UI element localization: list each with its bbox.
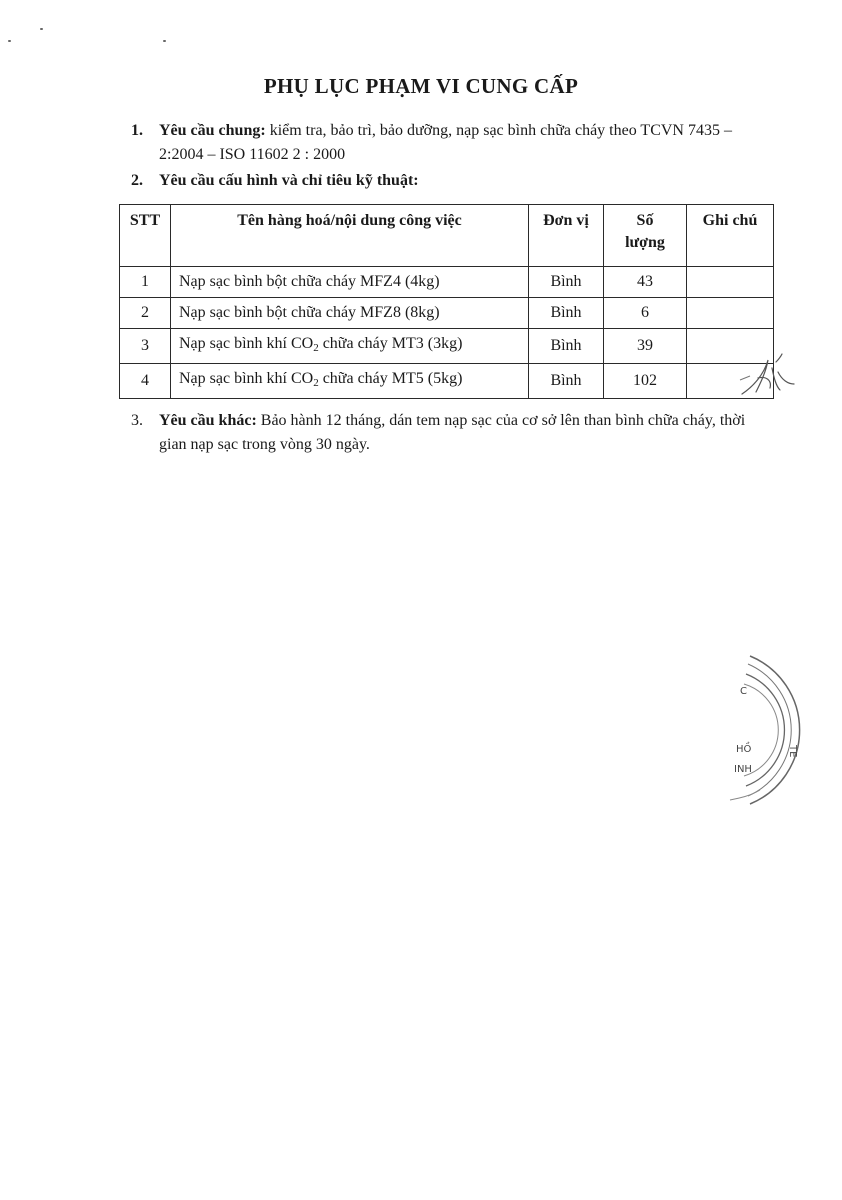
header-quantity-line1: Số [636,212,654,229]
stamp-seal [700,650,810,810]
table-row [120,267,774,298]
cell-stt: 2 [120,298,171,329]
cell-unit: Bình [529,267,604,298]
requirement-number: 3. [131,412,143,429]
cell-name: Nạp sạc bình bột chữa cháy MFZ4 (4kg) [171,267,529,298]
cell-unit: Bình [529,329,604,364]
cell-note [687,267,774,298]
cell-name-part: chữa cháy MT3 (3kg) [318,335,463,352]
subscript-2: 2 [313,377,319,389]
header-stt: STT [120,205,171,267]
requirement-general [133,119,773,167]
cell-stt: 1 [120,267,171,298]
cell-quantity: 6 [604,298,687,329]
stamp-text: TE [787,745,798,758]
table-row [120,364,774,399]
requirement-label: Yêu cầu chung: [159,122,266,139]
cell-name [171,364,529,399]
scan-speck [8,40,11,42]
cell-name [171,329,529,364]
header-unit: Đơn vị [529,205,604,267]
cell-quantity: 43 [604,267,687,298]
cell-note [687,298,774,329]
cell-quantity: 102 [604,364,687,399]
scan-speck [40,28,43,30]
header-quantity-line2: lượng [625,234,665,251]
cell-name: Nạp sạc bình bột chữa cháy MFZ8 (8kg) [171,298,529,329]
cell-stt: 4 [120,364,171,399]
table-row [120,298,774,329]
requirement-text: kiểm tra, bảo trì, bảo dưỡng, nạp sạc bình chữa cháy theo TCVN 7435 – 2:2004 – ISO 11602 2 : 2000 [159,122,732,163]
scan-speck [163,40,166,42]
cell-unit: Bình [529,298,604,329]
header-quantity [604,205,687,267]
requirement-number: 2. [131,172,143,189]
document-title: PHỤ LỤC PHẠM VI CUNG CẤP [263,74,579,98]
requirement-label: Yêu cầu khác: [159,412,257,429]
requirement-label: Yêu cầu cấu hình và chỉ tiêu kỹ thuật: [159,172,419,189]
header-note: Ghi chú [687,205,774,267]
stamp-text: C [740,686,747,697]
table-header-row [120,205,774,267]
stamp-text: INH [734,764,752,775]
requirement-text: Bảo hành 12 tháng, dán tem nạp sạc của cơ sở lên than bình chữa cháy, thời gian nạp sạc trong vòng 30 ngày. [159,412,746,453]
cell-stt: 3 [120,329,171,364]
requirement-other [133,409,773,457]
spec-table [119,204,774,399]
requirement-spec [133,169,773,193]
requirement-number: 1. [131,122,143,139]
header-name: Tên hàng hoá/nội dung công việc [171,205,529,267]
cell-unit: Bình [529,364,604,399]
signature-mark [736,350,796,400]
cell-name-part: Nạp sạc bình khí CO [179,335,314,352]
cell-name-part: chữa cháy MT5 (5kg) [318,370,463,387]
cell-name-part: Nạp sạc bình khí CO [179,370,314,387]
table-row [120,329,774,364]
cell-quantity: 39 [604,329,687,364]
stamp-text: HỒ [736,744,752,755]
subscript-2: 2 [313,342,319,354]
